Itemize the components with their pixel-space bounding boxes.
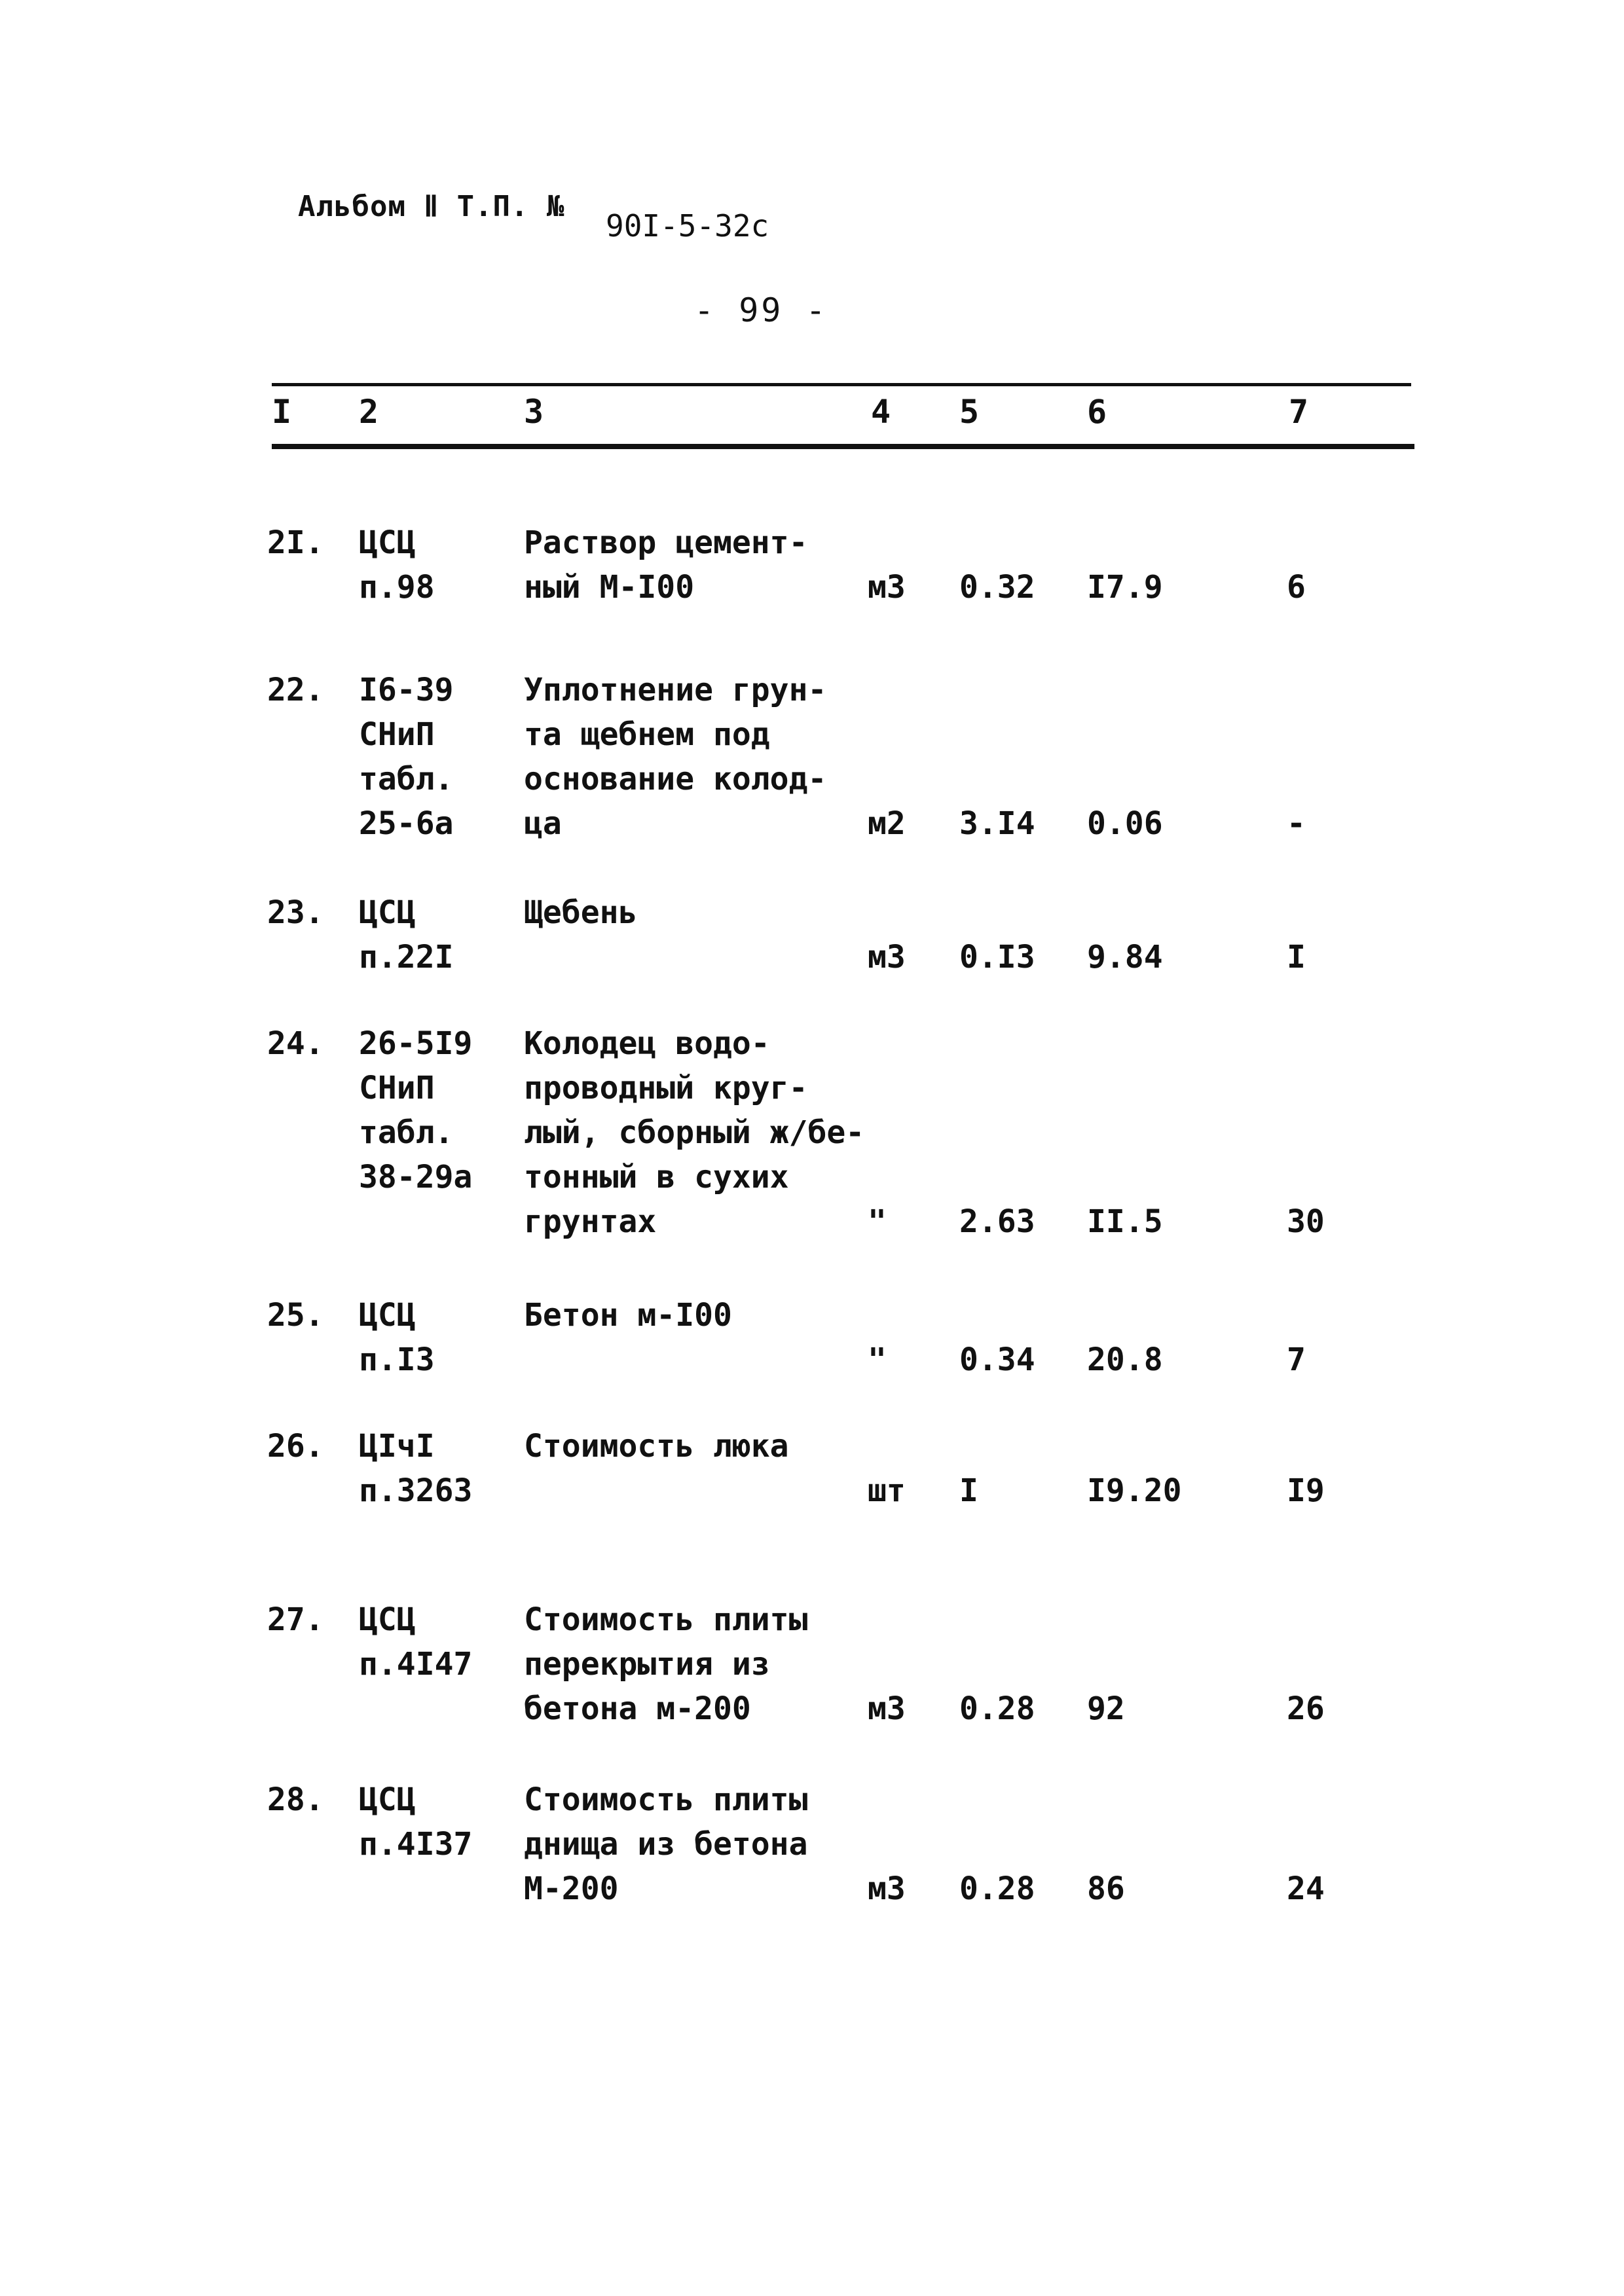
row-description: Стоимость плиты перекрытия из бетона м-200	[524, 1601, 808, 1727]
row-quantity: 2.63	[959, 1203, 1035, 1240]
row-number: 26.	[267, 1428, 324, 1465]
row-description: Уплотнение грун- та щебнем под основание колод- ца	[524, 672, 827, 842]
album-number: 90I-5-32с	[606, 208, 769, 244]
row-unit: "	[868, 1341, 887, 1378]
row-description: Колодец водо- проводный круг- лый, сборный ж/бе- тонный в сухих грунтах	[524, 1025, 865, 1240]
row-description: Бетон м-I00	[524, 1297, 732, 1334]
row-reference: ЦСЦ п.98	[359, 524, 435, 606]
row-reference: ЦСЦ п.4I47	[359, 1601, 473, 1683]
row-description: Раствор цемент- ный М-I00	[524, 524, 808, 606]
row-reference: 26-5I9 СНиП табл. 38-29а	[359, 1025, 473, 1195]
row-unit: м2	[868, 805, 906, 842]
row-unit-price: 9.84	[1087, 939, 1163, 975]
row-quantity: I	[959, 1472, 978, 1509]
row-description: Щебень	[524, 894, 638, 931]
column-header-7: 7	[1289, 393, 1309, 431]
column-header-4: 4	[871, 393, 891, 431]
row-unit-price: 86	[1087, 1870, 1125, 1907]
row-unit: "	[868, 1203, 887, 1240]
row-reference: I6-39 СНиП табл. 25-6а	[359, 672, 454, 842]
row-unit-price: 0.06	[1087, 805, 1163, 842]
table-header-rule	[272, 444, 1414, 449]
page-number: - 99 -	[694, 291, 828, 329]
column-header-3: 3	[524, 393, 544, 431]
row-number: 25.	[267, 1297, 324, 1334]
column-header-5: 5	[959, 393, 980, 431]
row-total: I9	[1287, 1472, 1325, 1509]
row-unit: м3	[868, 1870, 906, 1907]
row-number: 22.	[267, 672, 324, 708]
row-total: -	[1287, 805, 1306, 842]
row-reference: ЦСЦ п.I3	[359, 1297, 435, 1378]
row-unit-price: 20.8	[1087, 1341, 1163, 1378]
row-description: Стоимость плиты днища из бетона М-200	[524, 1781, 808, 1907]
row-quantity: 0.32	[959, 569, 1035, 606]
row-number: 28.	[267, 1781, 324, 1818]
column-header-2: 2	[359, 393, 379, 431]
row-unit-price: I7.9	[1087, 569, 1163, 606]
row-unit: м3	[868, 939, 906, 975]
row-reference: ЦСЦ п.22I	[359, 894, 454, 975]
row-description: Стоимость люка	[524, 1428, 789, 1465]
row-unit: м3	[868, 569, 906, 606]
row-total: I	[1287, 939, 1306, 975]
row-total: 26	[1287, 1690, 1325, 1727]
row-unit-price: I9.20	[1087, 1472, 1182, 1509]
row-total: 24	[1287, 1870, 1325, 1907]
column-header-6: 6	[1087, 393, 1107, 431]
row-reference: ЦIчI п.3263	[359, 1428, 473, 1509]
row-number: 23.	[267, 894, 324, 931]
row-total: 7	[1287, 1341, 1306, 1378]
row-quantity: 0.34	[959, 1341, 1035, 1378]
row-total: 6	[1287, 569, 1306, 606]
row-total: 30	[1287, 1203, 1325, 1240]
column-header-1: I	[272, 393, 292, 431]
row-unit-price: 92	[1087, 1690, 1125, 1727]
row-number: 27.	[267, 1601, 324, 1638]
row-unit: шт	[868, 1472, 906, 1509]
row-unit: м3	[868, 1690, 906, 1727]
row-unit-price: II.5	[1087, 1203, 1163, 1240]
row-number: 24.	[267, 1025, 324, 1062]
album-label: Альбом Ⅱ Т.П. №	[298, 190, 565, 223]
row-quantity: 3.I4	[959, 805, 1035, 842]
row-number: 2I.	[267, 524, 324, 561]
row-reference: ЦСЦ п.4I37	[359, 1781, 473, 1863]
row-quantity: 0.28	[959, 1870, 1035, 1907]
row-quantity: 0.I3	[959, 939, 1035, 975]
row-quantity: 0.28	[959, 1690, 1035, 1727]
table-top-rule	[272, 383, 1411, 386]
